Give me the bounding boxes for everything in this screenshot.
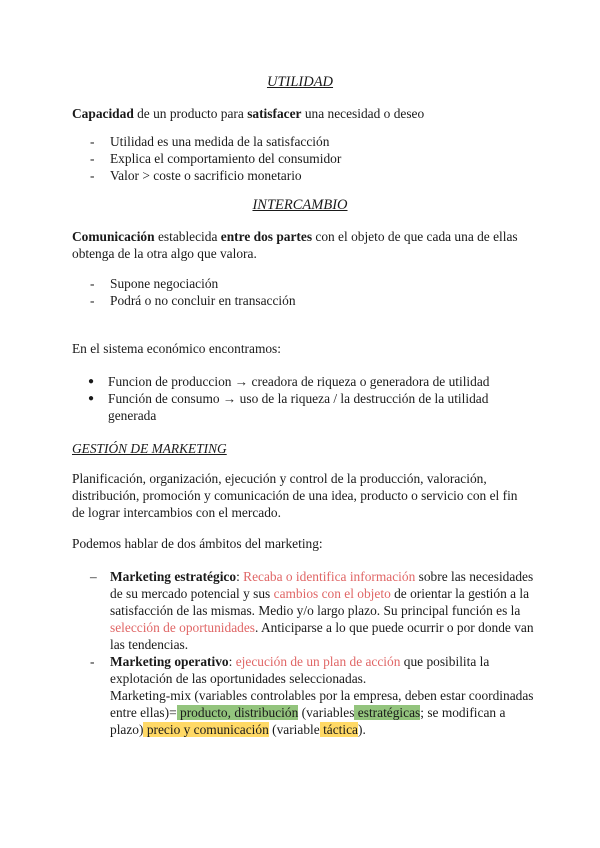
highlight-precio-comunicacion: precio y comunicación: [143, 722, 269, 737]
sistema-list: [84, 373, 532, 424]
utilidad-list: [90, 133, 341, 184]
estrategico-red-2: cambios con el objeto: [273, 586, 391, 601]
dash-marker: -: [90, 151, 95, 166]
intercambio-def-text-1: establecida: [154, 229, 221, 244]
utilidad-def-bold-2: satisfacer: [247, 106, 302, 121]
intercambio-def-bold-2: entre dos partes: [220, 229, 313, 244]
gestion-title: GESTIÓN DE MARKETING: [72, 441, 227, 456]
dash-marker: -: [90, 293, 95, 308]
intercambio-title: INTERCAMBIO: [252, 197, 348, 213]
list-item: - Podrá o no concluir en transacción: [90, 293, 296, 308]
estrategico-red-1: Recaba o identifica información: [243, 569, 416, 584]
dash-marker: -: [90, 168, 95, 183]
marketing-estrategico-item: – Marketing estratégico: Recaba o identifica información sobre las necesidades de su mercado potencial y sus cambios con el objeto de orientar la gestión a la satisfacción de las mismas. Medio y/o largo plazo. Su principal función es la selección de oportunidades. Anticiparse a lo que puede ocurrir o por donde van las tendencias.: [90, 569, 534, 652]
bullet-marker: ●: [88, 393, 95, 404]
intercambio-def-text-2: con el objeto de que cada una de ellas obtenga de la otra algo que valora.: [72, 229, 518, 261]
list-item: ● Función de consumo → uso de la riqueza / la destrucción de la utilidad generada: [88, 391, 489, 423]
estrategico-label: Marketing estratégico: [110, 569, 237, 584]
gestion-definition: Planificación, organización, ejecución y control de la producción, valoración, distribución, promoción y comunicación de una idea, producto o servicio con el fin de lograr intercambios con el mercado.: [72, 471, 518, 520]
highlight-producto-distribucion: producto, distribución: [176, 705, 299, 720]
utilidad-def-text-1: de un producto para: [133, 106, 248, 121]
marketing-operativo-item: - Marketing operativo: ejecución de un plan de acción que posibilita la explotación de las oportunidades seleccionadas. Marketing-mix (variables controlables por la empresa, deben estar coordinadas entre ellas)= producto, distribución (variables estratégicas; se modifican a plazo) precio y comunicación (variable táctica).: [90, 654, 534, 737]
list-item: - Valor > coste o sacrificio monetario: [90, 168, 302, 183]
intercambio-list: [90, 275, 296, 309]
list-item: ● Funcion de produccion → creadora de riqueza o generadora de utilidad: [88, 374, 490, 389]
intercambio-def-bold-1: Comunicación: [72, 229, 155, 244]
intercambio-definition: [72, 228, 530, 262]
utilidad-title: UTILIDAD: [266, 74, 334, 90]
bullet-marker: ●: [88, 376, 95, 387]
operativo-label: Marketing operativo: [110, 654, 229, 669]
list-item: - Supone negociación: [90, 276, 219, 291]
highlight-estrategicas: estratégicas: [354, 705, 421, 720]
utilidad-definition: [72, 105, 532, 122]
utilidad-def-bold-1: Capacidad: [72, 106, 134, 121]
dash-marker: -: [90, 134, 95, 149]
list-item: - Explica el comportamiento del consumidor: [90, 151, 342, 166]
operativo-red-1: ejecución de un plan de acción: [235, 654, 401, 669]
marketing-mix-text: Marketing-mix (variables controlables por la empresa, deben estar coordinadas entre ellas)=: [110, 688, 534, 720]
list-item: - Utilidad es una medida de la satisfacción: [90, 134, 330, 149]
dash-marker: -: [90, 276, 95, 291]
dash-marker: –: [90, 569, 97, 584]
marketing-list: [90, 568, 540, 738]
estrategico-red-3: selección de oportunidades: [110, 620, 256, 635]
dash-marker: -: [90, 654, 95, 669]
highlight-tactica: táctica: [319, 722, 359, 737]
ambitos-intro: Podemos hablar de dos ámbitos del marketing:: [72, 536, 323, 551]
sistema-intro: En el sistema económico encontramos:: [72, 341, 281, 356]
utilidad-def-text-2: una necesidad o deseo: [301, 106, 425, 121]
